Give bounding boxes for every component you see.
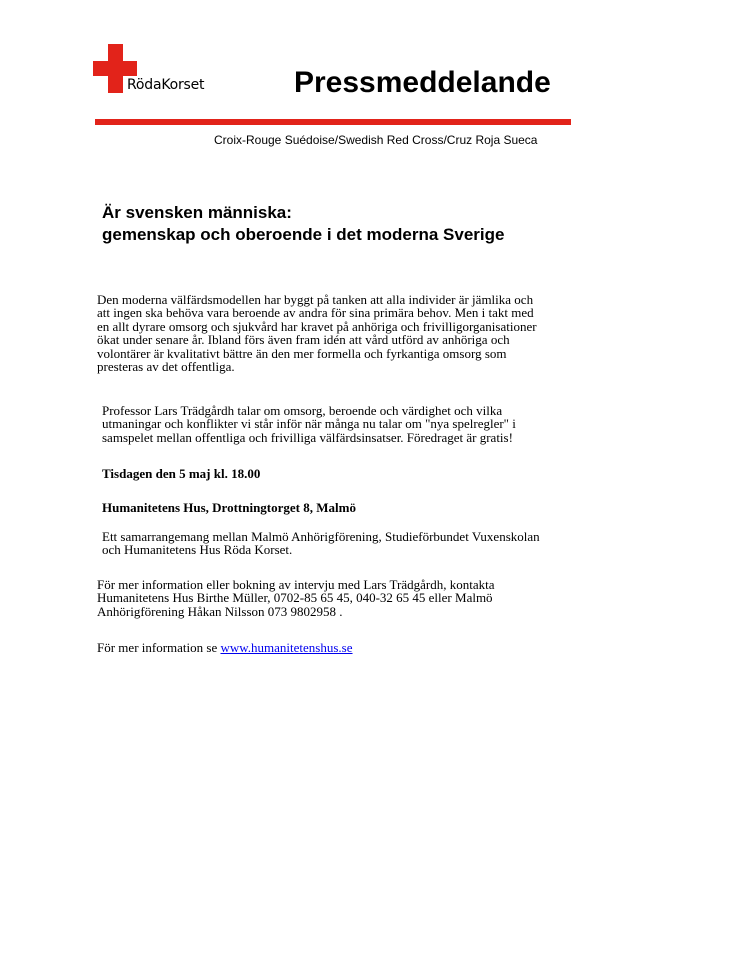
paragraph-line: en allt dyrare omsorg och sjukvård har kravet på anhöriga och frivilligorganisationer	[97, 318, 537, 334]
event-location: Humanitetens Hus, Drottningtorget 8, Malmö	[102, 500, 356, 515]
paragraph-line: Den moderna välfärdsmodellen har byggt på tanken att alla individer är jämlika och	[97, 292, 534, 307]
paragraph-line: volontärer är kvalitativt bättre än den mer formella och fyrkantiga omsorg som	[97, 345, 507, 361]
headline	[102, 202, 504, 246]
logo-wordmark: RödaKorset	[127, 77, 205, 93]
red-cross-logo	[93, 44, 233, 96]
paragraph-line: ökat under senare år. Ibland förs även fram idén att vård utförd av anhöriga och	[97, 332, 510, 348]
paragraph-line: samspelet mellan offentliga och frivilliga välfärdsinsatser. Föredraget är gratis!	[102, 429, 513, 445]
paragraph-line: Ett samarrangemang mellan Malmö Anhörigförening, Studieförbundet Vuxenskolan	[102, 529, 540, 544]
paragraph-line: att ingen ska behöva vara beroende av andra för sina primära behov. Men i takt med	[97, 305, 534, 321]
paragraph-line: Anhörigförening Håkan Nilsson 073 9802958 .	[97, 603, 343, 619]
intro-paragraph	[97, 293, 537, 373]
paragraph-line: För mer information eller bokning av intervju med Lars Trädgårdh, kontakta	[97, 577, 495, 592]
organizers-paragraph	[102, 530, 540, 557]
headline-line-1: Är svensken människa:	[102, 203, 292, 222]
website-link[interactable]: www.humanitetenshus.se	[220, 640, 353, 655]
paragraph-line: utmaningar och konflikter vi står inför när många nu talar om "nya spelregler" i	[102, 416, 516, 432]
red-cross-horizontal-bar	[93, 61, 137, 76]
paragraph-line: Professor Lars Trädgårdh talar om omsorg, beroende och värdighet och vilka	[102, 403, 503, 418]
page-title: Pressmeddelande	[294, 66, 551, 99]
contact-paragraph	[97, 578, 495, 618]
speaker-paragraph	[102, 404, 516, 444]
paragraph-line: presteras av det offentliga.	[97, 359, 235, 375]
paragraph-line: och Humanitetens Hus Röda Korset.	[102, 542, 293, 558]
headline-line-2: gemenskap och oberoende i det moderna Sverige	[102, 225, 505, 244]
header-divider	[95, 119, 571, 125]
more-info-line	[97, 641, 353, 654]
more-info-prefix: För mer information se	[97, 640, 221, 655]
event-date: Tisdagen den 5 maj kl. 18.00	[102, 466, 261, 481]
paragraph-line: Humanitetens Hus Birthe Müller, 0702-85 65 45, 040-32 65 45 eller Malmö	[97, 590, 493, 606]
organization-line: Croix-Rouge Suédoise/Swedish Red Cross/Cruz Roja Sueca	[214, 133, 538, 147]
